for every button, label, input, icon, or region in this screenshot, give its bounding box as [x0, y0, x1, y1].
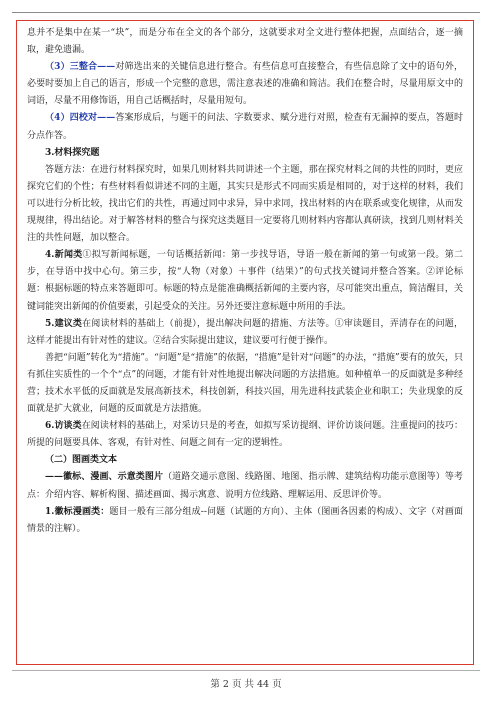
paragraph: [27, 162, 463, 247]
paragraph-text: 息并不是集中在某一“块”，而是分布在全文的各个部分，这就要求对全文进行整体把握，点面结合，逐一摘取，避免遗漏。: [27, 28, 463, 56]
paragraph: [27, 25, 463, 59]
paragraph: [27, 418, 463, 452]
paragraph-label: （4）四校对——: [45, 113, 116, 124]
content-frame: [16, 20, 474, 665]
paragraph-text: 答案形成后，与题干的问法、字数要求、赋分进行对照，检查有无漏掉的要点，答题时分点作答。: [27, 113, 463, 141]
paragraph-text: 善把“问题”转化为“措施”。“问题”是“措施”的依据，“措施”是针对“问题”的办法，“措施”要有的放矢，只有抓住实质性的一个个“点”的问题，才能有针对性地提出解决问题的方法措施。如种植单一的反面就是多种经营；技术水平低的反面就是发展高新技术，科技创新，科技兴国，用先进科技武装企业和职工；失业现象的反面就是扩大就业，问题的反面就是方法措施。: [27, 352, 463, 415]
paragraph-text: 答题方法：在进行材料探究时，如果几则材料共同讲述一个主题，那在探究材料之间的共性的同时，更应探究它们的个性；有些材料看似讲述不同的主题，其实只是形式不同而实质是相同的，对于这样的材料，我们可以进行分析比较，找出它们的共性，再通过同中求异，异中求同，找出材料的内在联系或变化规律，从而发现规律，得出结论。对于解答材料的整合与探究这类题目一定要将几则材料内容都认真研读，找到几则材料关注的共性问题，加以整合。: [27, 164, 463, 244]
paragraph-label: ——徽标、漫画、示意类图片: [45, 472, 164, 483]
paragraph: [27, 247, 463, 315]
paragraph-label: 4.新闻类: [45, 250, 83, 261]
paragraph-text: 在阅读材料的基础上，对采访只是的考查，如拟写采访提纲、评价访谈问题。注重提问的技巧：所提的问题要具体、客观，有针对性、问题之间有一定的逻辑性。: [27, 421, 463, 449]
paragraph: [27, 110, 463, 144]
section-heading: [27, 452, 463, 469]
paragraph-text: （道路交通示意图、线路图、地图、指示牌、建筑结构功能示意图等）等考点：介绍内容、解析构图、描述画面、揭示寓意、说明方位线路、理解运用、反思评价等。: [27, 472, 463, 500]
paragraph-label: 6.访谈类: [45, 421, 82, 432]
paragraph: [27, 469, 463, 503]
paragraph-text: 对筛选出来的关键信息进行整合。有些信息可直接整合，有些信息除了文中的语句外，必要时要加上自己的语言，形成一个完整的意思，需注意表述的准确和简洁。我们在整合时，尽量用原文中的词语，尽量不用修饰语，用自己话概括时，尽量用短句。: [27, 62, 463, 107]
paragraph-label: 3.材料探究题: [45, 147, 100, 158]
paragraph-label: （3）三整合——: [45, 62, 116, 73]
paragraph-text: 在阅读材料的基础上（前提），提出解决问题的措施、方法等。①审读题目，弄清存在的问题，这样才能提出有针对性的建议。②结合实际提出建议，建议要可行便于操作。: [27, 318, 463, 346]
paragraph-label: 1.徽标漫画类：: [45, 506, 110, 517]
header-rule: [12, 12, 480, 13]
paragraph-text: 题目一般有三部分组成--问题（试题的方向）、主体（图画各因素的构成）、文字（对画面情景的注解）。: [27, 506, 463, 534]
paragraph: [27, 59, 463, 110]
footer-rule: [12, 670, 480, 671]
section-heading: [27, 145, 463, 162]
paragraph: [27, 504, 463, 538]
paragraph-label: 5.建议类: [45, 318, 83, 329]
paragraph-label: （二）图画类文本: [45, 455, 118, 466]
paragraph-text: ①拟写新闻标题，一句话概括新闻：第一步找导语，导语一般在新闻的第一句或第一段。第二步，在导语中找中心句。第三步，按“人物（对象）＋事件（结果）”的句式找关键词并整合答案。②评论标题：根据标题的特点来答题即可。标题的特点是能准确概括新闻的主要内容，尽可能突出重点，简洁醒目，关键词能突出新闻的价值要素，引起受众的关注。另外还要注意标题中所用的手法。: [27, 250, 463, 312]
paragraph: [27, 350, 463, 418]
paragraph: [27, 316, 463, 350]
page-number: 第 2 页 共 44 页: [210, 679, 282, 690]
